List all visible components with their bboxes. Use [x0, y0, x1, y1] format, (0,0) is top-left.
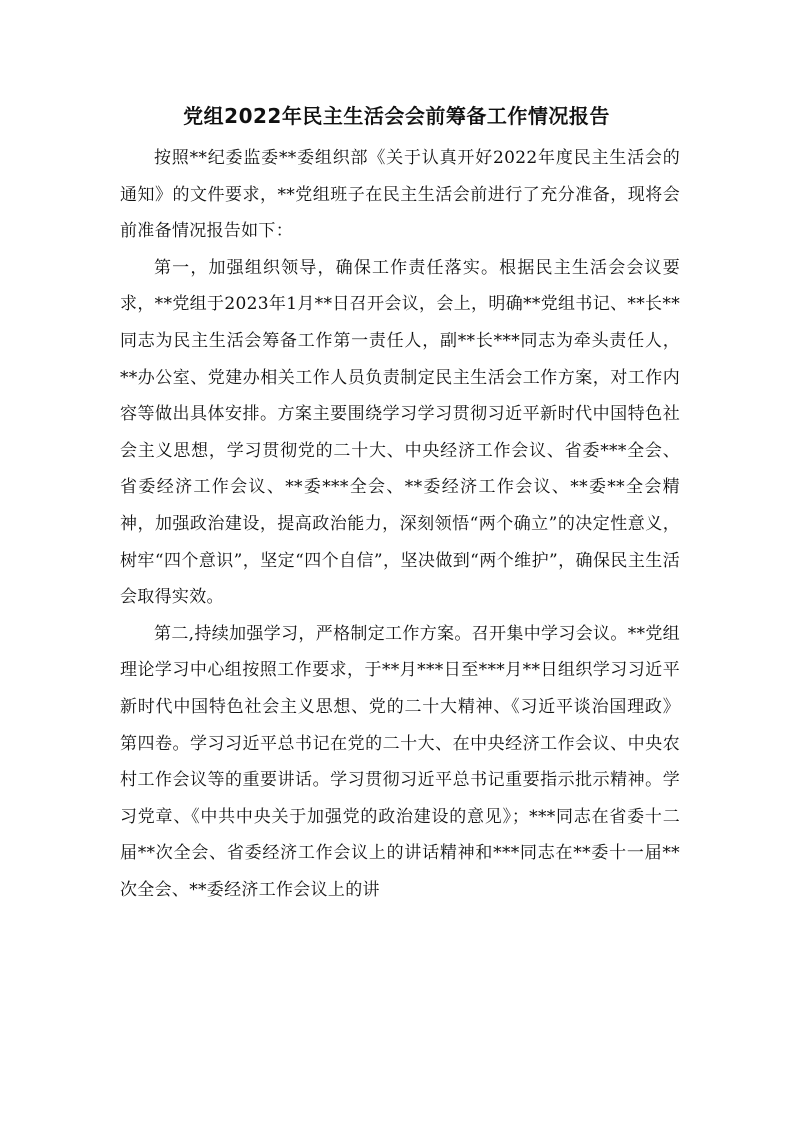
document-title: 党组2022年民主生活会会前筹备工作情况报告 [183, 104, 610, 128]
paragraph-second: 第二,持续加强学习，严格制定工作方案。召开集中学习会议。**党组理论学习中心组按照工作要求，于**月***日至***月**日组织学习习近平新时代中国特色社会主义思想、党的二十大精神、《习近平谈治国理政》第四卷。学习习近平总书记在党的二十大、在中央经济工作会议、中央农村工作会议等的重要讲话。学习贯彻习近平总书记重要指示批示精神。学习党章、《中共中央关于加强党的政治建设的意见》；***同志在省委十二届**次全会、省委经济工作会议上的讲话精神和***同志在**委十一届**次全会、**委经济工作会议上的讲 [120, 623, 680, 900]
paragraph-intro: 按照**纪委监委**委组织部《关于认真开好2022年度民主生活会的通知》的文件要求，**党组班子在民主生活会前进行了充分准备，现将会前准备情况报告如下： [120, 148, 680, 242]
paragraph-first: 第一，加强组织领导，确保工作责任落实。根据民主生活会会议要求，**党组于2023年1月**日召开会议，会上，明确**党组书记、**长**同志为民主生活会筹备工作第一责任人，副**长***同志为牵头责任人，**办公室、党建办相关工作人员负责制定民主生活会工作方案，对工作内容等做出具体安排。方案主要围绕学习学习贯彻习近平新时代中国特色社会主义思想，学习贯彻党的二十大、中央经济工作会议、省委***全会、省委经济工作会议、**委***全会、**委经济工作会议、**委**全会精神，加强政治建设，提高政治能力，深刻领悟“两个确立”的决定性意义，树牢“四个意识”，坚定“四个自信”，坚决做到“两个维护”，确保民主生活会取得实效。 [120, 257, 680, 608]
document-body [120, 140, 680, 908]
